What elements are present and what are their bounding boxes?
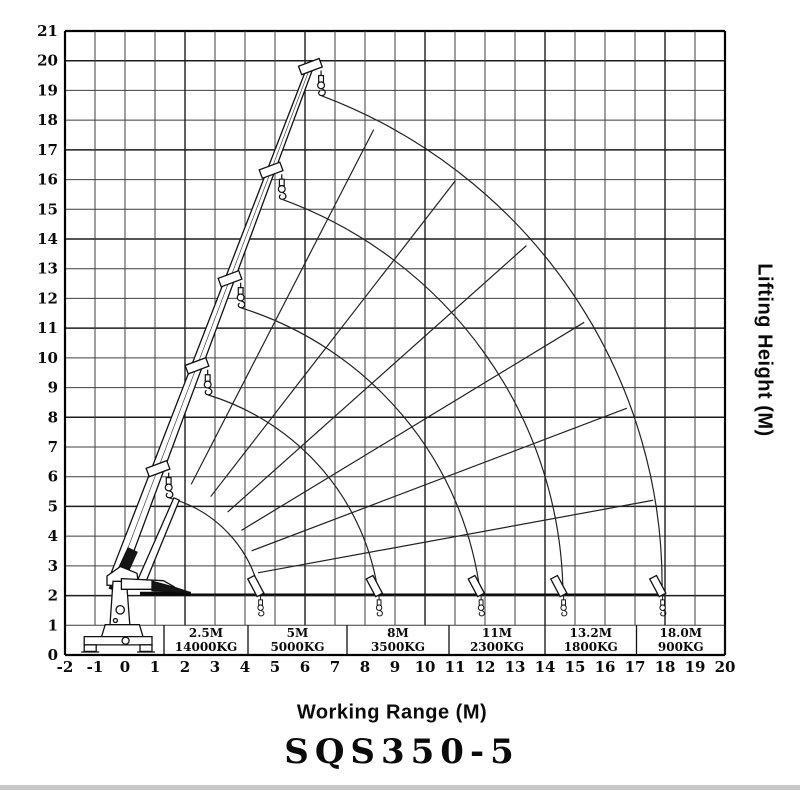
y-tick-label: 8 bbox=[47, 408, 58, 427]
grid bbox=[65, 31, 725, 655]
x-tick-label: 6 bbox=[299, 658, 311, 676]
y-tick-label: 18 bbox=[37, 111, 58, 130]
x-tick-label: 9 bbox=[389, 658, 401, 676]
y-tick-label: 2 bbox=[47, 586, 58, 605]
x-tick-label: 7 bbox=[329, 658, 341, 676]
x-tick-label: 16 bbox=[594, 658, 616, 676]
y-tick-label: 17 bbox=[37, 140, 58, 159]
y-tick-label: 4 bbox=[47, 527, 58, 546]
outrigger-pad-left bbox=[84, 645, 96, 652]
hook-icon bbox=[376, 596, 382, 616]
y-tick-label: 0 bbox=[47, 646, 58, 664]
x-tick-label: 2 bbox=[179, 658, 191, 676]
hook-icon bbox=[478, 596, 484, 616]
hook-icon bbox=[237, 283, 245, 308]
bottom-edge-bar bbox=[0, 785, 800, 790]
hook-icon bbox=[204, 370, 212, 395]
capacity-length-label: 8M bbox=[387, 626, 409, 640]
capacity-load-label: 5000KG bbox=[270, 640, 325, 654]
x-tick-label: 12 bbox=[474, 658, 496, 676]
y-tick-label: 14 bbox=[37, 230, 58, 248]
capacity-length-label: 2.5M bbox=[188, 626, 224, 640]
x-tick-label: 11 bbox=[444, 658, 466, 676]
hook-icon bbox=[258, 596, 264, 616]
radial-boom-angle-line bbox=[252, 408, 627, 551]
y-tick-label: 20 bbox=[37, 51, 58, 70]
capacity-band bbox=[164, 625, 725, 655]
x-tick-label: 18 bbox=[654, 658, 676, 676]
x-tick-label: 13 bbox=[504, 658, 526, 676]
x-axis-title: Working Range (M) bbox=[296, 701, 488, 724]
capacity-load-label: 3500KG bbox=[370, 640, 426, 654]
outrigger-pad-right bbox=[140, 645, 152, 652]
y-tick-label: 15 bbox=[37, 200, 58, 219]
x-tick-label: 1 bbox=[149, 658, 161, 676]
x-tick-label: -2 bbox=[56, 658, 74, 676]
y-axis-title: Lifting Height (M) bbox=[753, 263, 776, 437]
y-tick-label: 1 bbox=[47, 616, 58, 635]
capacity-load-label: 2300KG bbox=[469, 640, 525, 654]
radial-boom-angle-line bbox=[228, 246, 527, 512]
reach-arc bbox=[241, 308, 480, 595]
y-tick-label: 13 bbox=[37, 259, 58, 278]
crane-boom bbox=[111, 66, 314, 580]
reach-arc bbox=[208, 395, 378, 595]
y-tick-label: 21 bbox=[37, 22, 58, 40]
outrigger-beam bbox=[84, 637, 152, 645]
y-tick-label: 7 bbox=[47, 438, 58, 456]
x-tick-label: 17 bbox=[624, 658, 646, 676]
x-tick-label: -1 bbox=[86, 658, 104, 676]
capacity-load-label: 14000KG bbox=[174, 640, 238, 654]
x-tick-label: 14 bbox=[534, 658, 556, 676]
x-tick-label: 8 bbox=[359, 658, 371, 676]
capacity-length-label: 5M bbox=[286, 626, 309, 640]
y-tick-label: 3 bbox=[47, 556, 58, 575]
crane-base bbox=[102, 625, 143, 637]
working-envelope bbox=[169, 96, 662, 595]
x-tick-label: 19 bbox=[684, 658, 706, 676]
capacity-length-label: 18.0M bbox=[659, 626, 703, 640]
capacity-load-label: 900KG bbox=[657, 640, 704, 654]
x-tick-label: 4 bbox=[239, 658, 251, 676]
x-tick-label: 3 bbox=[209, 658, 221, 676]
y-tick-label: 12 bbox=[37, 289, 58, 308]
y-tick-label: 19 bbox=[37, 81, 58, 100]
y-tick-label: 6 bbox=[47, 467, 58, 486]
model-title: SQS350-5 bbox=[284, 732, 520, 772]
x-tick-label: 0 bbox=[119, 658, 131, 676]
y-tick-label: 5 bbox=[47, 497, 58, 516]
radial-boom-angle-line bbox=[241, 322, 584, 530]
y-tick-label: 11 bbox=[37, 319, 58, 338]
hook-icon bbox=[561, 596, 567, 616]
hook-icon bbox=[318, 71, 326, 96]
capacity-load-label: 1800KG bbox=[563, 640, 618, 654]
x-tick-label: 15 bbox=[564, 658, 586, 676]
capacity-length-label: 13.2M bbox=[569, 626, 613, 640]
x-tick-label: 10 bbox=[414, 658, 436, 676]
capacity-length-label: 11M bbox=[482, 626, 512, 640]
y-tick-label: 16 bbox=[37, 170, 58, 189]
hook-icon bbox=[278, 174, 286, 199]
x-tick-label: 20 bbox=[714, 658, 736, 676]
y-tick-label: 9 bbox=[47, 378, 58, 397]
crane-drawing bbox=[81, 59, 325, 654]
reach-arc bbox=[322, 96, 662, 595]
x-tick-label: 5 bbox=[269, 658, 281, 676]
y-tick-label: 10 bbox=[37, 348, 58, 367]
